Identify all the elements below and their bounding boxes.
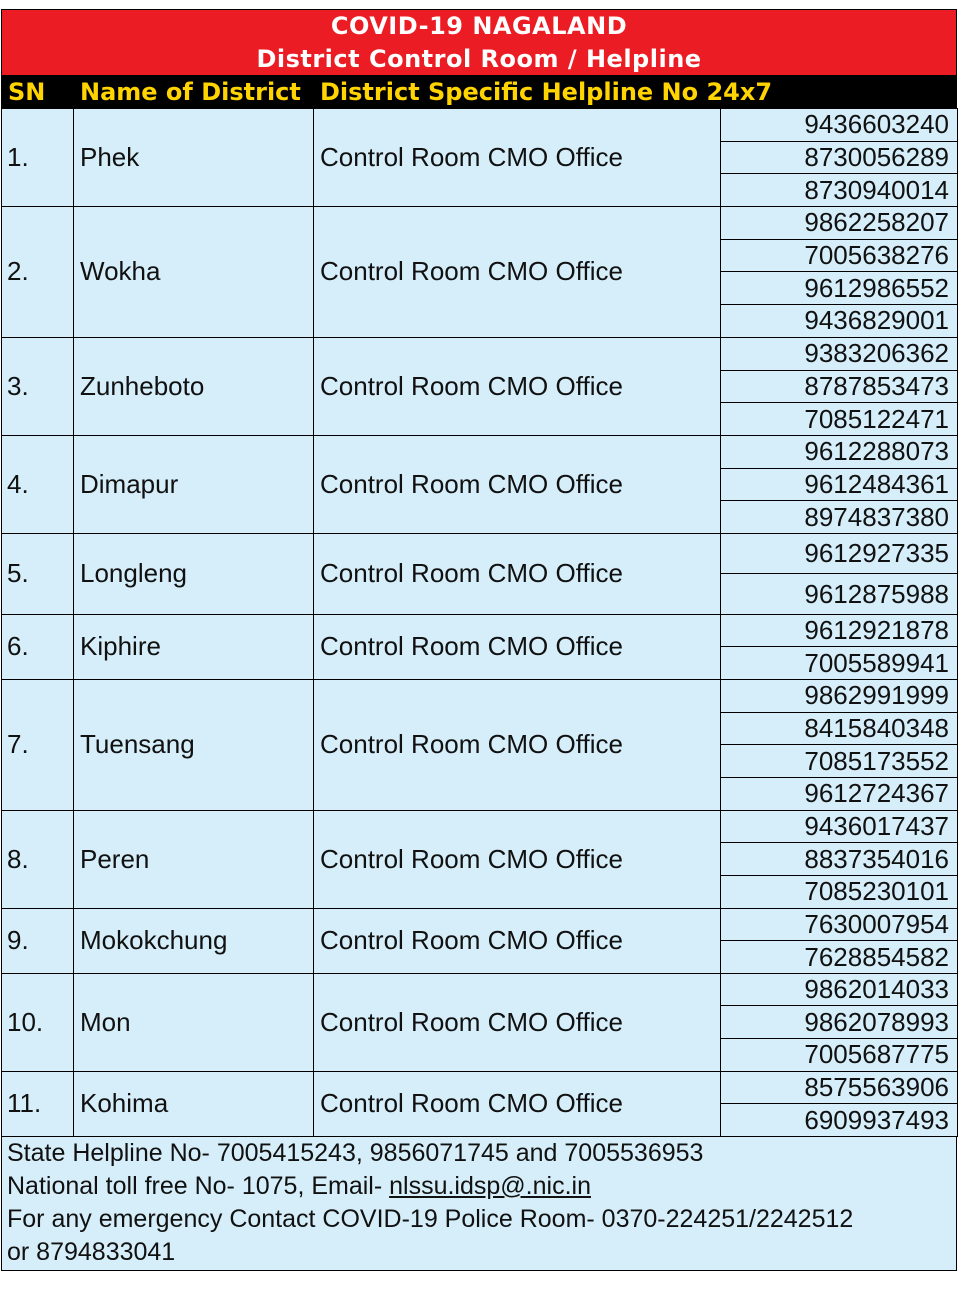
header-district: Name of District <box>80 78 301 106</box>
table-row <box>2 337 958 370</box>
district-name-cell: Kohima <box>74 1071 314 1136</box>
table-row <box>2 533 958 574</box>
district-serial-cell: 6. <box>2 614 74 679</box>
district-serial-cell: 5. <box>2 533 74 614</box>
helpline-number-cell: 9612986552 <box>721 272 958 305</box>
helpline-number-cell: 9862991999 <box>721 679 958 712</box>
helpline-number-cell: 9862078993 <box>721 1006 958 1039</box>
helpline-table <box>1 108 958 1137</box>
title-line-1: COVID-19 NAGALAND <box>330 12 628 40</box>
header-sn: SN <box>8 78 46 106</box>
district-serial-cell: 8. <box>2 810 74 908</box>
helpline-table-body <box>2 109 958 1137</box>
helpline-number-cell: 9383206362 <box>721 337 958 370</box>
helpline-number-cell: 9612484361 <box>721 468 958 501</box>
table-row <box>2 810 958 843</box>
table-row <box>2 109 958 142</box>
district-serial-cell: 4. <box>2 435 74 533</box>
control-room-cell: Control Room CMO Office <box>314 435 721 533</box>
helpline-number-cell: 8730056289 <box>721 141 958 174</box>
email-link[interactable]: nlssu.idsp@.nic.in <box>389 1171 591 1200</box>
helpline-number-cell: 8415840348 <box>721 712 958 745</box>
table-row <box>2 614 958 647</box>
district-name-cell: Peren <box>74 810 314 908</box>
table-row <box>2 973 958 1006</box>
helpline-number-cell: 9862258207 <box>721 207 958 240</box>
control-room-cell: Control Room CMO Office <box>314 109 721 207</box>
helpline-number-cell: 8787853473 <box>721 370 958 403</box>
control-room-cell: Control Room CMO Office <box>314 679 721 810</box>
control-room-cell: Control Room CMO Office <box>314 614 721 679</box>
helpline-number-cell: 9436017437 <box>721 810 958 843</box>
helpline-number-cell: 9436829001 <box>721 305 958 338</box>
table-row <box>2 207 958 240</box>
district-serial-cell: 7. <box>2 679 74 810</box>
table-row <box>2 679 958 712</box>
national-tollfree-text: National toll free No- 1075, Email- <box>7 1171 390 1200</box>
helpline-number-cell: 6909937493 <box>721 1104 958 1137</box>
district-serial-cell: 2. <box>2 207 74 338</box>
helpline-number-cell: 9862014033 <box>721 973 958 1006</box>
helpline-number-cell: 8837354016 <box>721 843 958 876</box>
district-serial-cell: 11. <box>2 1071 74 1136</box>
helpline-number-cell: 9612927335 <box>721 533 958 574</box>
control-room-cell: Control Room CMO Office <box>314 973 721 1071</box>
district-serial-cell: 1. <box>2 109 74 207</box>
helpline-number-cell: 9612288073 <box>721 435 958 468</box>
table-row <box>2 908 958 941</box>
helpline-sheet <box>1 9 957 1271</box>
footer-contacts <box>1 1137 957 1271</box>
helpline-number-cell: 8974837380 <box>721 501 958 534</box>
table-row <box>2 1071 958 1104</box>
helpline-number-cell: 7085122471 <box>721 403 958 436</box>
control-room-cell: Control Room CMO Office <box>314 1071 721 1136</box>
helpline-number-cell: 8575563906 <box>721 1071 958 1104</box>
helpline-number-cell: 9436603240 <box>721 109 958 142</box>
district-name-cell: Dimapur <box>74 435 314 533</box>
district-name-cell: Tuensang <box>74 679 314 810</box>
emergency-contact-text: For any emergency Contact COVID-19 Police Room- 0370-224251/2242512 <box>7 1204 854 1233</box>
helpline-number-cell: 7005687775 <box>721 1039 958 1072</box>
helpline-number-cell: 7085230101 <box>721 876 958 909</box>
district-name-cell: Zunheboto <box>74 337 314 435</box>
header-helpline: District Specific Helpline No 24x7 <box>320 78 773 106</box>
district-serial-cell: 9. <box>2 908 74 973</box>
district-name-cell: Mon <box>74 973 314 1071</box>
control-room-cell: Control Room CMO Office <box>314 207 721 338</box>
district-name-cell: Mokokchung <box>74 908 314 973</box>
column-header-row <box>1 75 957 108</box>
state-helpline-text: State Helpline No- 7005415243, 9856071745 and 7005536953 <box>7 1138 704 1167</box>
helpline-number-cell: 7005589941 <box>721 647 958 680</box>
district-name-cell: Longleng <box>74 533 314 614</box>
control-room-cell: Control Room CMO Office <box>314 337 721 435</box>
helpline-number-cell: 7005638276 <box>721 239 958 272</box>
helpline-number-cell: 9612875988 <box>721 574 958 615</box>
table-row <box>2 435 958 468</box>
helpline-number-cell: 7628854582 <box>721 941 958 974</box>
control-room-cell: Control Room CMO Office <box>314 810 721 908</box>
helpline-number-cell: 9612724367 <box>721 778 958 811</box>
control-room-cell: Control Room CMO Office <box>314 533 721 614</box>
title-line-2: District Control Room / Helpline <box>256 45 702 73</box>
emergency-contact-continued: or 8794833041 <box>7 1237 176 1266</box>
district-name-cell: Wokha <box>74 207 314 338</box>
district-name-cell: Phek <box>74 109 314 207</box>
national-tollfree-line <box>7 1170 956 1203</box>
district-name-cell: Kiphire <box>74 614 314 679</box>
district-serial-cell: 3. <box>2 337 74 435</box>
control-room-cell: Control Room CMO Office <box>314 908 721 973</box>
district-serial-cell: 10. <box>2 973 74 1071</box>
title-banner <box>1 9 957 75</box>
helpline-number-cell: 9612921878 <box>721 614 958 647</box>
helpline-number-cell: 8730940014 <box>721 174 958 207</box>
helpline-number-cell: 7085173552 <box>721 745 958 778</box>
helpline-number-cell: 7630007954 <box>721 908 958 941</box>
